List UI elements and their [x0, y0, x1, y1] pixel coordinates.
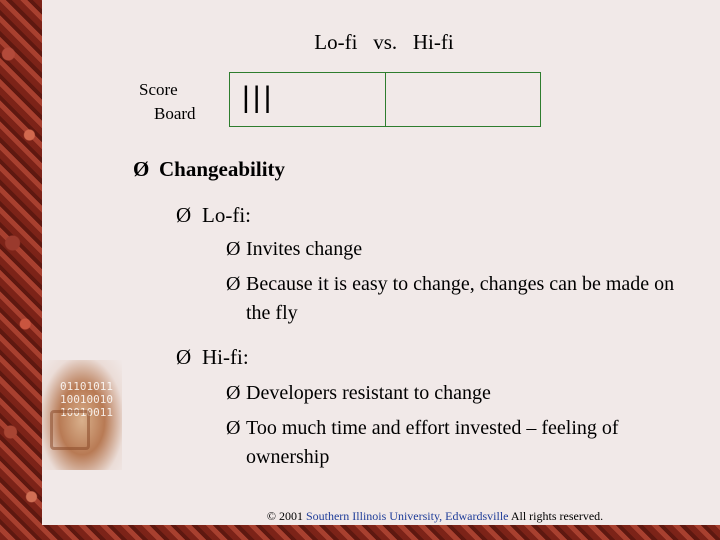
lofi-point-text: Invites change: [246, 238, 363, 260]
bullet-lofi-point-2: [226, 270, 696, 328]
hifi-point-text: Developers resistant to change: [246, 382, 491, 404]
hifi-label: Hi-fi:: [202, 345, 249, 369]
decorative-side-strip: [0, 0, 42, 540]
university-logo: [42, 360, 122, 470]
bullet-hifi-point-1: [226, 379, 696, 408]
lofi-tally-marks: |||: [242, 81, 275, 114]
bullet-arrow-icon: Ø: [176, 203, 192, 227]
score-label-line-2: Board: [154, 104, 196, 123]
score-label-line-1: Score: [139, 80, 178, 99]
bullet-arrow-icon: Ø: [176, 345, 192, 369]
scoreboard-hifi-cell: [385, 73, 541, 126]
footer-copyright: © 2001: [266, 509, 303, 523]
bullet-lofi-point-1: [226, 235, 696, 264]
hifi-point-text: Too much time and effort invested – feeling of ownership: [246, 417, 619, 468]
bullet-lofi: [176, 203, 251, 228]
bullet-arrow-icon: Ø: [133, 157, 150, 181]
bullet-arrow-icon: Ø: [226, 273, 241, 295]
lofi-point-text: Because it is easy to change, changes can be made on the fly: [246, 273, 675, 324]
lofi-label: Lo-fi:: [202, 203, 251, 227]
footer-org-link[interactable]: Southern Illinois University, Edwardsville: [305, 509, 509, 523]
knot-icon: [50, 410, 90, 450]
bullet-hifi-point-2: [226, 414, 696, 472]
heading-text: Changeability: [159, 157, 286, 181]
bullet-arrow-icon: Ø: [226, 238, 241, 260]
bullet-arrow-icon: Ø: [226, 417, 241, 439]
scoreboard-lofi-cell: [230, 73, 385, 126]
footer-rights: All rights reserved.: [510, 509, 604, 523]
score-board-label: [139, 78, 196, 126]
scoreboard: [229, 72, 541, 127]
decorative-bottom-strip: [0, 525, 720, 540]
slide-title: Lo-fi vs. Hi-fi: [314, 30, 454, 54]
logo-binary-text: 01101011 10010010 10010011: [60, 380, 113, 419]
footer: [0, 509, 720, 524]
bullet-hifi: [176, 345, 249, 370]
bullet-arrow-icon: Ø: [226, 382, 241, 404]
bullet-changeability: [133, 157, 285, 182]
